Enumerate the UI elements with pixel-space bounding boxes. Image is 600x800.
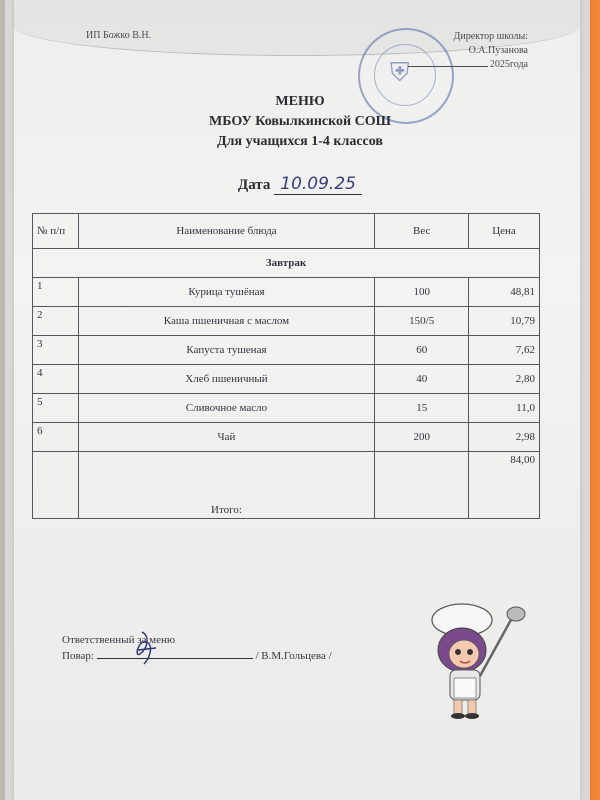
total-empty-cell xyxy=(33,452,79,519)
dish-weight: 15 xyxy=(375,394,469,423)
approval-date: 2025года xyxy=(378,58,528,72)
dish-name: Чай xyxy=(78,423,375,452)
title-line-2: МБОУ Ковылкинской СОШ xyxy=(209,114,391,129)
table-row xyxy=(33,365,540,394)
table-row xyxy=(33,307,540,336)
table-row xyxy=(33,423,540,452)
dish-name: Курица тушёная xyxy=(78,278,375,307)
cook-name: / В.М.Гольцева / xyxy=(255,650,332,662)
dish-price: 7,62 xyxy=(469,336,540,365)
dish-weight: 40 xyxy=(375,365,469,394)
dish-price: 11,0 xyxy=(469,394,540,423)
approval-title: Директор школы: xyxy=(453,31,528,42)
emblem-icon: ⛨ xyxy=(390,58,410,87)
responsible-label: Ответственный за меню xyxy=(62,634,176,646)
row-number: 2 xyxy=(33,307,79,336)
row-number: 6 xyxy=(33,423,79,452)
row-number: 1 xyxy=(33,278,79,307)
total-row xyxy=(33,452,540,519)
dish-price: 48,81 xyxy=(469,278,540,307)
supplier-name: ИП Божко В.Н. xyxy=(86,30,152,41)
dish-price: 10,79 xyxy=(469,307,540,336)
total-value: 84,00 xyxy=(469,452,540,519)
table-header-row xyxy=(33,214,540,249)
header-weight: Вес xyxy=(375,214,469,249)
signature-block xyxy=(62,632,332,664)
chef-girl-illustration xyxy=(420,598,530,723)
dish-price: 2,98 xyxy=(469,423,540,452)
document-title xyxy=(0,92,600,152)
title-line-1: МЕНЮ xyxy=(275,94,325,109)
section-row xyxy=(33,249,540,278)
dish-price: 2,80 xyxy=(469,365,540,394)
dish-weight: 100 xyxy=(375,278,469,307)
dish-name: Хлеб пшеничный xyxy=(78,365,375,394)
table-row xyxy=(33,394,540,423)
director-name: О.А.Пузанова xyxy=(468,45,528,56)
approval-block xyxy=(378,30,528,72)
dish-weight: 60 xyxy=(375,336,469,365)
dish-name: Каша пшеничная с маслом xyxy=(78,307,375,336)
date-row xyxy=(0,174,600,195)
header-number: № п/п xyxy=(33,214,79,249)
total-weight-cell xyxy=(375,452,469,519)
dish-name: Сливочное масло xyxy=(78,394,375,423)
header-price: Цена xyxy=(469,214,540,249)
cook-line xyxy=(62,648,332,664)
row-number: 5 xyxy=(33,394,79,423)
date-value: 10.09.25 xyxy=(274,174,362,195)
menu-table xyxy=(32,213,540,519)
row-number: 4 xyxy=(33,365,79,394)
title-line-3: Для учащихся 1-4 классов xyxy=(217,134,383,149)
total-label: Итого: xyxy=(78,452,375,519)
table-row xyxy=(33,278,540,307)
section-breakfast: Завтрак xyxy=(33,249,540,278)
handwritten-signature xyxy=(120,628,170,668)
dish-name: Капуста тушеная xyxy=(78,336,375,365)
dish-weight: 150/5 xyxy=(375,307,469,336)
cook-label: Повар: xyxy=(62,650,94,662)
row-number: 3 xyxy=(33,336,79,365)
dish-weight: 200 xyxy=(375,423,469,452)
header-dish: Наименование блюда xyxy=(78,214,375,249)
table-row xyxy=(33,336,540,365)
date-label: Дата xyxy=(237,177,271,193)
